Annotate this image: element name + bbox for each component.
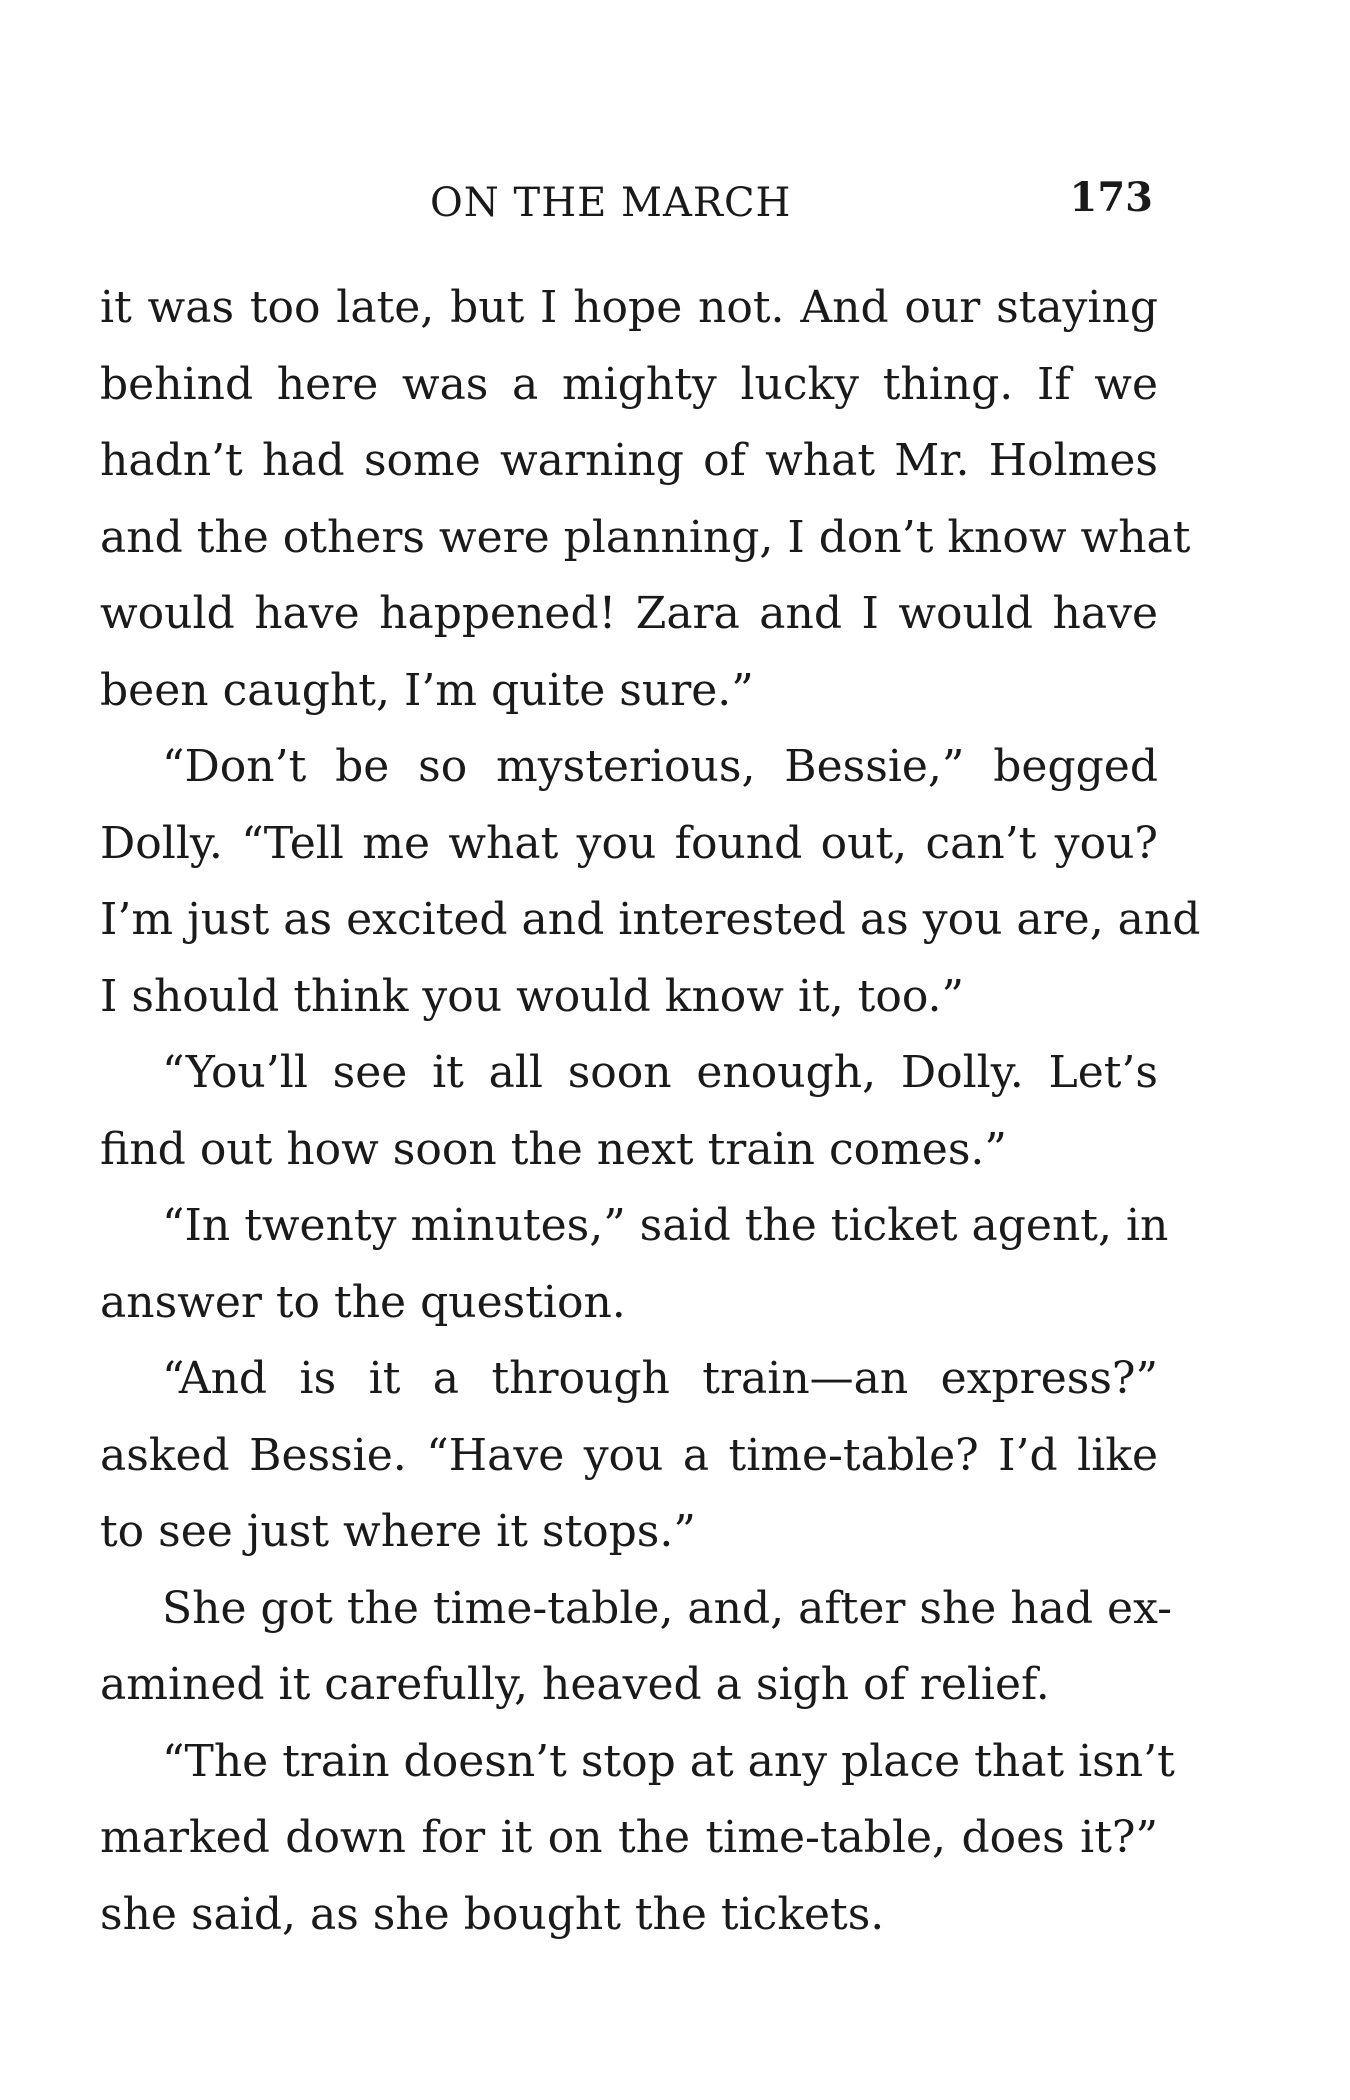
running-head <box>100 174 1153 230</box>
text-line: “And is it a through train—an express?” <box>162 1353 1158 1404</box>
text-line: she said, as she bought the tickets. <box>100 1888 885 1940</box>
body-text <box>100 270 1201 1953</box>
text-line: to see just where it stops.” <box>100 1506 696 1557</box>
running-title: ON THE MARCH <box>430 180 792 226</box>
text-line: “In twenty minutes,” said the ticket agent, in <box>162 1200 1169 1251</box>
text-line: marked down for it on the time-table, does it?” <box>100 1812 1158 1863</box>
text-line: Dolly. “Tell me what you found out, can’t you? <box>100 817 1158 869</box>
text-line: She got the time-table, and, after she had ex- <box>162 1582 1173 1634</box>
text-line: hadn’t had some warning of what Mr. Holmes <box>100 435 1158 486</box>
text-line: “The train doesn’t stop at any place that isn’t <box>162 1735 1175 1787</box>
text-line: “You’ll see it all soon enough, Dolly. Let’s <box>162 1047 1158 1098</box>
text-line: amined it carefully, heaved a sigh of relief. <box>100 1659 1050 1710</box>
text-line: answer to the question. <box>100 1276 626 1328</box>
text-line: would have happened! Zara and I would have <box>100 588 1158 639</box>
text-line: I’m just as excited and interested as you are, and <box>100 894 1201 945</box>
text-line: been caught, I’m quite sure.” <box>100 664 754 716</box>
text-line: it was too late, but I hope not. And our staying <box>100 282 1158 333</box>
page-number: 173 <box>1069 174 1153 221</box>
text-line: behind here was a mighty lucky thing. If we <box>100 358 1158 410</box>
text-line: and the others were planning, I don’t know what <box>100 511 1191 563</box>
text-line: “Don’t be so mysterious, Bessie,” begged <box>162 741 1158 792</box>
text-line: asked Bessie. “Have you a time-table? I’d like <box>100 1429 1158 1481</box>
text-line: I should think you would know it, too.” <box>100 970 965 1022</box>
text-line: find out how soon the next train comes.” <box>100 1123 1007 1175</box>
